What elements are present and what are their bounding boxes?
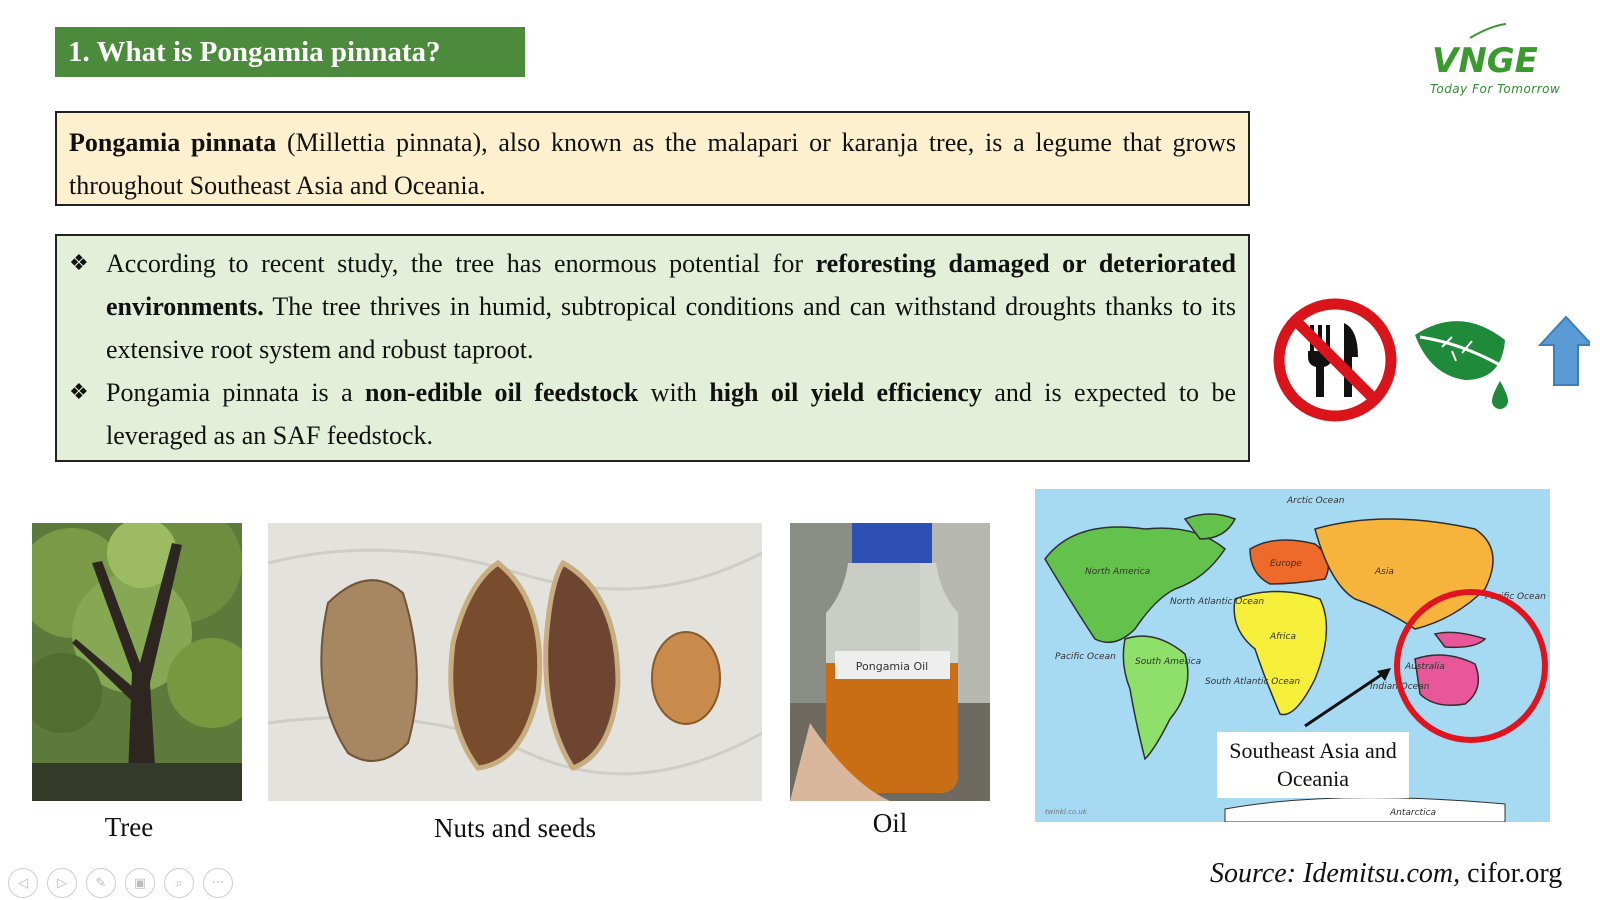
oil-photo [790,523,990,801]
map-watermark: twinkl.co.uk [1045,808,1087,816]
map-callout: Southeast Asia and Oceania [1217,732,1409,798]
map-label-north-atlantic: North Atlantic Ocean [1170,597,1265,607]
more-options-icon[interactable]: ··· [203,868,233,898]
caption-nuts-seeds: Nuts and seeds [434,813,596,843]
bullet-item [69,242,1236,371]
logo-tagline: Today For Tomorrow [1430,82,1561,96]
bullet-list [55,234,1250,462]
definition-text: (Millettia pinnata), also known as the malapari or karanja tree, is a legume that grows throughout Southeast Asia and Oceania. [69,128,1236,200]
map-label-north-america: North America [1085,567,1151,577]
bullet-diamond-icon: ❖ [69,380,89,405]
bottle-label: Pongamia Oil [855,660,929,673]
tree-photo [32,523,242,801]
next-slide-icon[interactable]: ▷ [47,868,77,898]
caption-tree: Tree [104,812,154,842]
map-label-pacific-right: Pacific Ocean [1485,592,1546,602]
nuts-seeds-photo [268,523,762,801]
icon-row [1270,295,1590,425]
map-label-indian: Indian Ocean [1370,682,1430,692]
previous-slide-icon[interactable]: ◁ [8,868,38,898]
map-label-europe: Europe [1270,559,1302,569]
map-label-antarctica: Antarctica [1390,808,1437,818]
logo-brand: VNGE [1432,41,1538,81]
map-label-africa: Africa [1270,632,1296,642]
definition-box [55,111,1250,206]
zoom-icon[interactable]: ⌕ [164,868,194,898]
no-food-icon [1279,304,1391,416]
bullet-text: According to recent study, the tree has enormous potential for reforesting damaged or deteriorated environments. The tree thrives in humid, subtropical conditions and can withstand droughts thanks to its extensive root system and robust taproot. [106,249,1236,364]
slide-title: 1. What is Pongamia pinnata? [55,27,525,77]
bullet-item [69,371,1236,457]
map-label-pacific-left: Pacific Ocean [1055,652,1116,662]
leaf-oil-drop-icon [1415,321,1508,409]
caption-oil: Oil [872,808,908,838]
map-label-arctic: Arctic Ocean [1287,496,1345,506]
map-label-australia: Australia [1405,662,1445,672]
slides-overview-icon[interactable]: ▣ [125,868,155,898]
definition-term: Pongamia pinnata [69,128,277,157]
arrow-up-icon [1540,317,1590,385]
source-citation: Source: Idemitsu.com, cifor.org [1210,858,1563,889]
bullet-diamond-icon: ❖ [69,251,89,276]
map-label-south-america: South America [1135,657,1202,667]
map-label-south-atlantic: South Atlantic Ocean [1205,677,1301,687]
pen-icon[interactable]: ✎ [86,868,116,898]
map-label-asia: Asia [1375,567,1394,577]
slideshow-controls [8,868,233,898]
bullet-text: Pongamia pinnata is a non-edible oil feedstock with high oil yield efficiency and is expected to be leveraged as an SAF feedstock. [106,378,1236,450]
